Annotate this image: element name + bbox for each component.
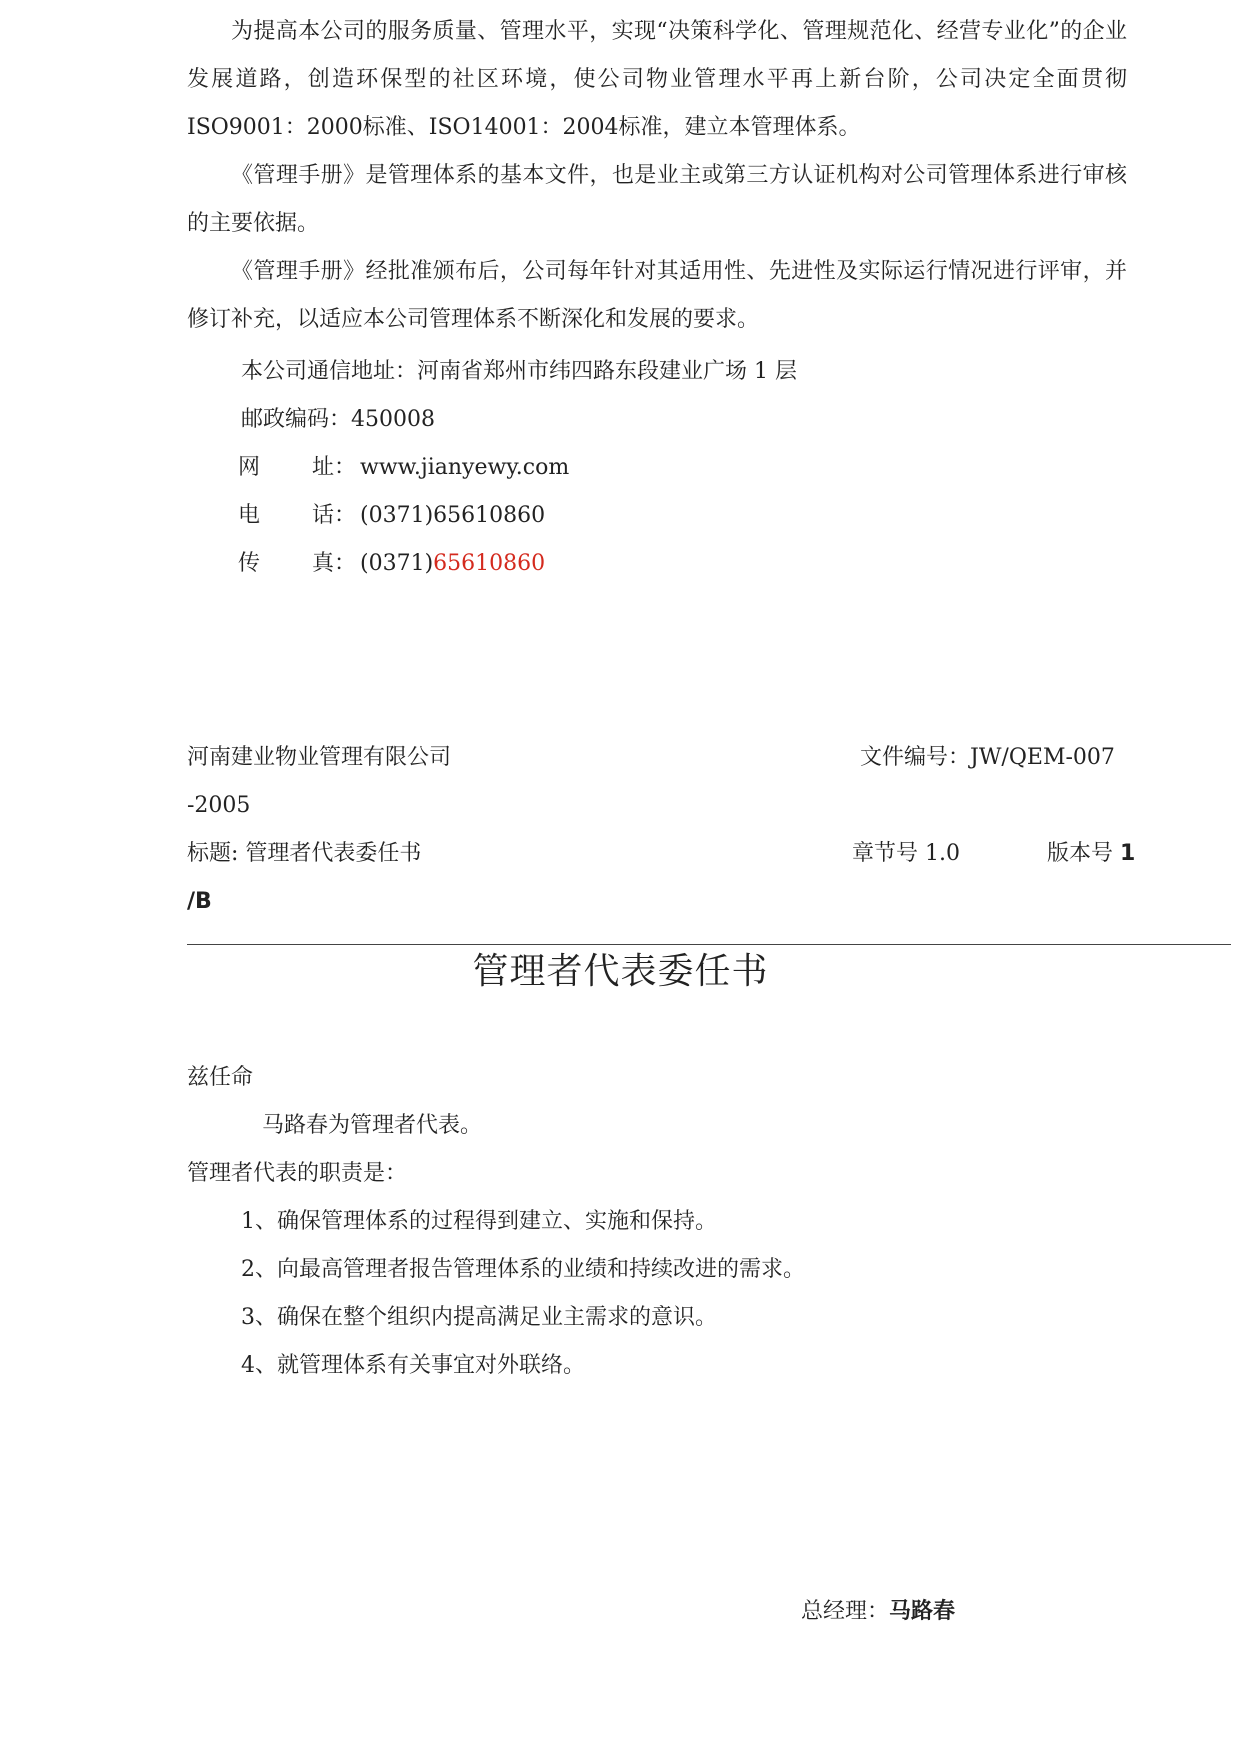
header-divider bbox=[187, 944, 1231, 945]
appointment-rest: 为管理者代表。 bbox=[328, 1113, 483, 1138]
duty-item-2: 2、向最高管理者报告管理体系的业绩和持续改进的需求。 bbox=[241, 1257, 805, 1282]
fax-area-code: (0371) bbox=[360, 551, 434, 576]
version-number bbox=[1047, 839, 1135, 869]
phone-value: (0371)65610860 bbox=[360, 503, 546, 528]
letter-title: 管理者代表委任书 bbox=[472, 951, 769, 992]
phone-label-char1: 电 bbox=[238, 503, 261, 528]
version-continued: /B bbox=[187, 889, 212, 914]
website-label-char2: 址： bbox=[312, 455, 357, 480]
header-title: 标题: 管理者代表委任书 bbox=[187, 841, 422, 866]
fax-label-char1: 传 bbox=[238, 551, 261, 576]
duties-heading: 管理者代表的职责是： bbox=[187, 1161, 408, 1186]
website-link[interactable]: www.jianyewy.com bbox=[360, 455, 570, 480]
document-number-continued: -2005 bbox=[187, 793, 251, 818]
company-name: 河南建业物业管理有限公司 bbox=[187, 745, 452, 770]
website-label-char1: 网 bbox=[238, 455, 261, 480]
duty-item-1: 1、确保管理体系的过程得到建立、实施和保持。 bbox=[241, 1209, 717, 1234]
signer-name: 马路春 bbox=[889, 1599, 956, 1624]
version-label: 版本号 bbox=[1047, 841, 1114, 866]
duty-item-3: 3、确保在整个组织内提高满足业主需求的意识。 bbox=[241, 1305, 717, 1330]
signer-label: 总经理： bbox=[801, 1599, 890, 1624]
appointment-line bbox=[262, 1111, 482, 1141]
appoint-text: 兹任命 bbox=[187, 1065, 254, 1090]
contact-address: 本公司通信地址：河南省郑州市纬四路东段建业广场 1 层 bbox=[241, 359, 797, 384]
document-number: 文件编号：JW/QEM-007 bbox=[860, 745, 1115, 770]
fax-number: 65610860 bbox=[433, 551, 546, 576]
version-value: 1 bbox=[1120, 841, 1136, 866]
fax-value bbox=[360, 549, 545, 579]
appointee-name: 马路春 bbox=[262, 1113, 329, 1138]
contact-postcode: 邮政编码：450008 bbox=[241, 407, 435, 432]
chapter-number: 章节号 1.0 bbox=[852, 841, 960, 866]
duty-item-4: 4、就管理体系有关事宜对外联络。 bbox=[241, 1353, 585, 1378]
intro-paragraph-2: 《管理手册》是管理体系的基本文件，也是业主或第三方认证机构对公司管理体系进行审核的主要依据。 bbox=[187, 163, 1127, 236]
intro-paragraph-1: 为提高本公司的服务质量、管理水平，实现“决策科学化、管理规范化、经营专业化”的企业发展道路，创造环保型的社区环境，使公司物业管理水平再上新台阶，公司决定全面贯彻ISO9001：2000标准、ISO14001：2004标准，建立本管理体系。 bbox=[187, 19, 1127, 140]
signature-line bbox=[801, 1597, 955, 1627]
fax-label-char2: 真： bbox=[312, 551, 357, 576]
intro-paragraph-3: 《管理手册》经批准颁布后，公司每年针对其适用性、先进性及实际运行情况进行评审，并修订补充，以适应本公司管理体系不断深化和发展的要求。 bbox=[187, 259, 1127, 332]
phone-label-char2: 话： bbox=[312, 503, 357, 528]
